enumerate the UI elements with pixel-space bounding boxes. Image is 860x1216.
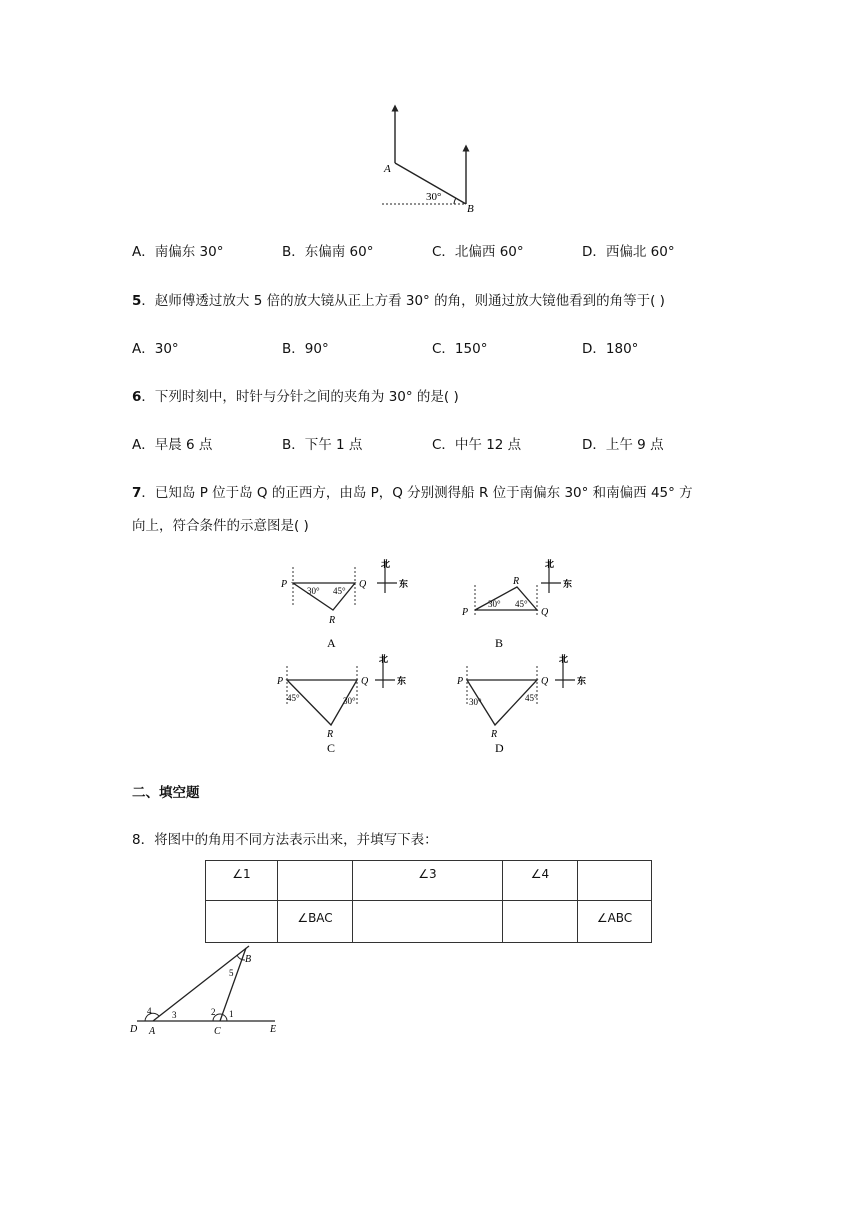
angle-q: 45° xyxy=(515,599,528,609)
label-p: P xyxy=(457,676,464,687)
compass-east: 东 xyxy=(399,580,409,590)
table-cell: ∠4 xyxy=(503,861,578,901)
table-row xyxy=(206,861,652,901)
table-cell xyxy=(578,861,652,901)
table-cell xyxy=(503,901,578,943)
table-cell: ∠ABC xyxy=(578,901,652,943)
label-d: D xyxy=(130,1024,138,1035)
angle-num-1: 1 xyxy=(229,1009,234,1019)
top-direction-figure xyxy=(370,100,490,215)
table-cell xyxy=(278,861,353,901)
caption-b: B xyxy=(495,636,504,650)
caption-c: C xyxy=(327,741,336,755)
angle-p: 30° xyxy=(307,586,320,596)
q7-diagram-a xyxy=(275,555,425,655)
section-title-fill-in: 二、填空题 xyxy=(132,785,200,801)
label-c: C xyxy=(214,1026,221,1037)
q7-diagram-b xyxy=(455,555,605,655)
q7-stem-line2: 向上，符合条件的示意图是( ) xyxy=(132,518,309,534)
q4-option-c: C．北偏西 60° xyxy=(432,244,524,260)
compass-north: 北 xyxy=(559,655,569,665)
label-e: E xyxy=(270,1024,277,1035)
q7-diagram-d xyxy=(455,650,605,758)
label-b: B xyxy=(245,954,252,965)
label-p: P xyxy=(462,607,469,618)
table-row xyxy=(206,901,652,943)
caption-d: D xyxy=(495,741,504,755)
angle-p: 30° xyxy=(488,599,501,609)
q4-option-d: D．西偏北 60° xyxy=(582,244,675,260)
table-cell: ∠3 xyxy=(353,861,503,901)
angle-q: 45° xyxy=(525,693,538,703)
q6-option-a: A．早晨 6 点 xyxy=(132,437,213,453)
compass-east: 东 xyxy=(397,677,407,687)
q5-stem xyxy=(132,289,665,309)
q7-stem-line1 xyxy=(132,481,693,501)
angle-num-5: 5 xyxy=(229,968,234,978)
angle-label: 30° xyxy=(426,191,442,203)
angle-q: 30° xyxy=(343,696,356,706)
compass-east: 东 xyxy=(563,580,573,590)
angle-num-3: 3 xyxy=(172,1010,177,1020)
line-ab xyxy=(153,946,252,1021)
table-cell xyxy=(206,901,278,943)
label-a: A xyxy=(149,1026,156,1037)
q6-option-c: C．中午 12 点 xyxy=(432,437,522,453)
q7-number: 7 xyxy=(132,485,142,501)
q7-diagram-c xyxy=(275,650,425,758)
angle-p: 30° xyxy=(469,697,482,707)
label-q: Q xyxy=(541,676,549,687)
table-cell: ∠BAC xyxy=(278,901,353,943)
label-a: A xyxy=(384,163,391,175)
q4-option-a: A．南偏东 30° xyxy=(132,244,224,260)
table-cell xyxy=(353,901,503,943)
angle-p: 45° xyxy=(287,693,300,703)
angle-q: 45° xyxy=(333,586,346,596)
label-r: R xyxy=(327,729,334,740)
q8-triangle-figure xyxy=(125,940,295,1040)
compass-north: 北 xyxy=(381,560,391,570)
label-p: P xyxy=(281,579,288,590)
label-q: Q xyxy=(359,579,367,590)
angle-num-2: 2 xyxy=(211,1007,216,1017)
q5-number: 5 xyxy=(132,293,142,309)
q6-stem xyxy=(132,385,459,405)
label-b: B xyxy=(467,203,474,215)
angle-arc xyxy=(454,198,456,204)
q5-option-d: D．180° xyxy=(582,341,639,357)
q5-option-b: B．90° xyxy=(282,341,329,357)
q5-option-a: A．30° xyxy=(132,341,179,357)
compass-north: 北 xyxy=(379,655,389,665)
angle-num-4: 4 xyxy=(147,1006,152,1016)
angle-table xyxy=(205,860,652,943)
caption-a: A xyxy=(327,636,336,650)
q5-text: ．赵师傅透过放大 5 倍的放大镜从正上方看 30° 的角，则通过放大镜他看到的角等于( ) xyxy=(141,293,665,309)
table-cell: ∠1 xyxy=(206,861,278,901)
q4-option-b: B．东偏南 60° xyxy=(282,244,374,260)
q8-stem: 8．将图中的角用不同方法表示出来，并填写下表： xyxy=(132,832,438,848)
label-q: Q xyxy=(541,607,549,618)
label-q: Q xyxy=(361,676,369,687)
q6-option-d: D．上午 9 点 xyxy=(582,437,664,453)
label-r: R xyxy=(491,729,498,740)
label-p: P xyxy=(277,676,284,687)
compass-east: 东 xyxy=(577,677,587,687)
q7-text1: ．已知岛 P 位于岛 Q 的正西方，由岛 P，Q 分别测得船 R 位于南偏东 30° 和南偏西 45° 方 xyxy=(141,485,693,501)
q6-option-b: B．下午 1 点 xyxy=(282,437,363,453)
compass-north: 北 xyxy=(545,560,555,570)
q6-text: ．下列时刻中，时针与分针之间的夹角为 30° 的是( ) xyxy=(141,389,459,405)
label-r: R xyxy=(329,615,336,626)
label-r: R xyxy=(513,576,520,587)
q5-option-c: C．150° xyxy=(432,341,488,357)
q6-number: 6 xyxy=(132,389,142,405)
